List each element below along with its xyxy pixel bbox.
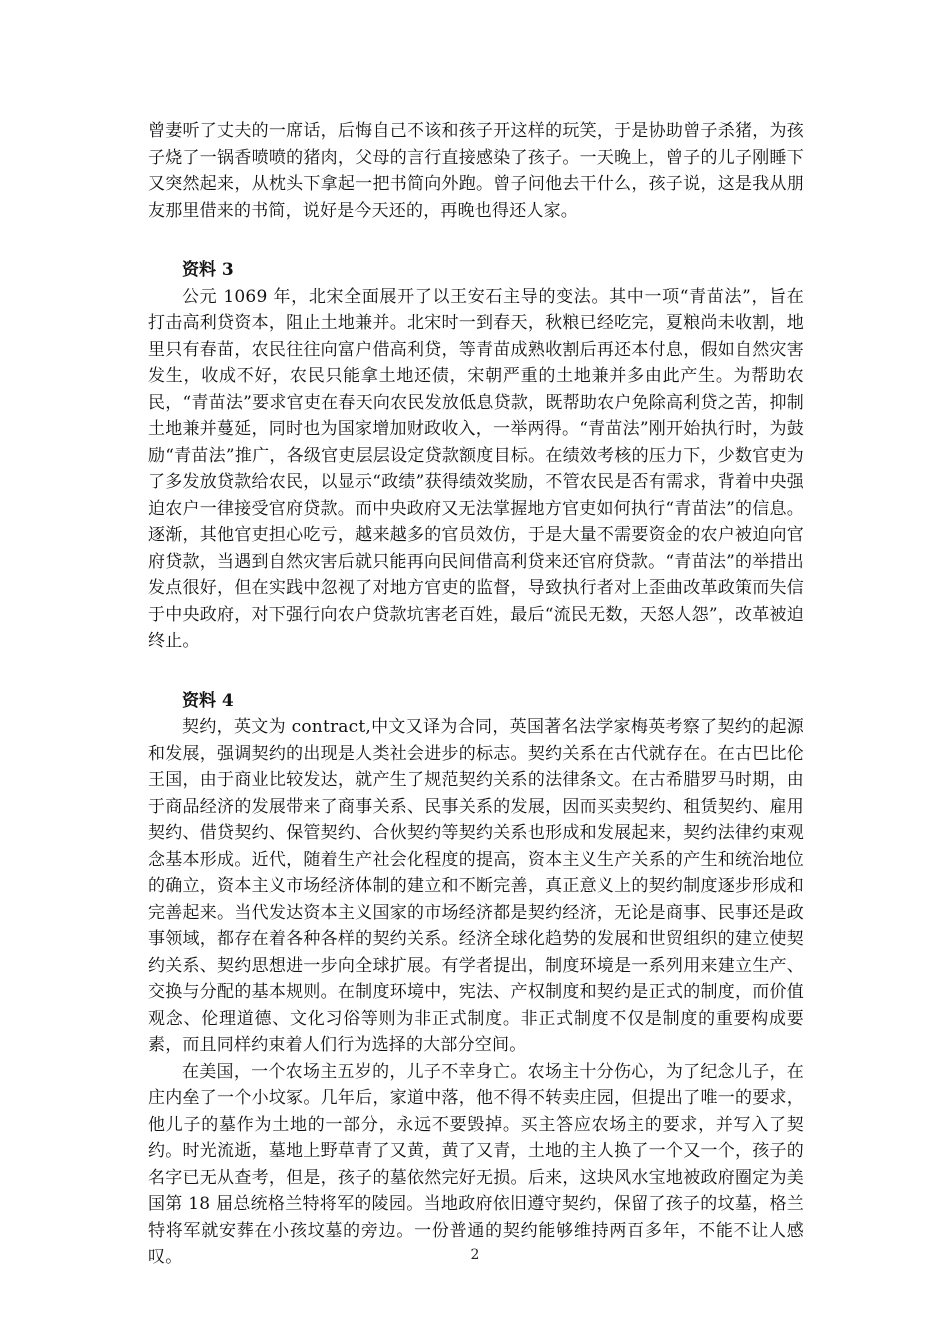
paragraph-zengzi-story: 曾妻听了丈夫的一席话，后悔自己不该和孩子开这样的玩笑，于是协助曾子杀猪，为孩子烧了一锅香喷喷的猪肉，父母的言行直接感染了孩子。一天晚上，曾子的儿子刚睡下又突然起来，从枕头下拿起一把书简向外跑。曾子问他去干什么，孩子说，这是我从朋友那里借来的书简，说好是今天还的，再晚也得还人家。 — [148, 121, 804, 221]
page-number: 2 — [470, 1247, 480, 1263]
document-body — [148, 118, 804, 1271]
paragraph-contract-history: 契约，英文为 contract,中文又译为合同，英国著名法学家梅英考察了契约的起源和发展，强调契约的出现是人类社会进步的标志。契约关系在古代就存在。在古巴比伦王国，由于商业比较发达，就产生了规范契约关系的法律条文。在古希腊罗马时期，由于商品经济的发展带来了商事关系、民事关系的发展，因而买卖契约、租赁契约、雇用契约、借贷契约、保管契约、合伙契约等契约关系也形成和发展起来，契约法律约束观念基本形成。近代，随着生产社会化程度的提高，资本主义生产关系的产生和统治地位的确立，资本主义市场经济体制的建立和不断完善，真正意义上的契约制度逐步形成和完善起来。当代发达资本主义国家的市场经济都是契约经济，无论是商事、民事还是政事领域，都存在着各种各样的契约关系。经济全球化趋势的发展和世贸组织的建立使契约关系、契约思想进一步向全球扩展。有学者提出，制度环境是一系列用来建立生产、交换与分配的基本规则。在制度环境中，宪法、产权制度和契约是正式的制度，而价值观念、伦理道德、文化习俗等则为非正式制度。非正式制度不仅是制度的重要构成要素，而且同样约束着人们行为选择的大部分空间。 — [148, 717, 804, 1055]
paragraph-farmer-contract-story: 在美国，一个农场主五岁的，儿子不幸身亡。农场主十分伤心，为了纪念儿子，在庄内垒了一个小坟冢。几年后，家道中落，他不得不转卖庄园，但提出了唯一的要求，他儿子的墓作为土地的一部分，永远不要毁掉。买主答应农场主的要求，并写入了契约。时光流逝，墓地上野草青了又黄，黄了又青，土地的主人换了一个又一个，孩子的名字已无从查考，但是，孩子的墓依然完好无损。后来，这块风水宝地被政府圈定为美国第 18 届总统格兰特将军的陵园。当地政府依旧遵守契约，保留了孩子的坟墓，格兰特将军就安葬在小孩坟墓的旁边。一份普通的契约能够维持两百多年，不能不让人感叹。 — [148, 1061, 804, 1267]
paragraph-qingmiao-law: 公元 1069 年，北宋全面展开了以王安石主导的变法。其中一项“青苗法”，旨在打击高利贷资本，阻止土地兼并。北宋时一到春天，秋粮已经吃完，夏粮尚未收割，地里只有春苗，农民往往向富户借高利贷，等青苗成熟收割后再还本付息，假如自然灾害发生，收成不好，农民只能拿土地还债，宋朝严重的土地兼并多由此产生。为帮助农民，“青苗法”要求官吏在春天向农民发放低息贷款，既帮助农户免除高利贷之苦，抑制土地兼并蔓延，同时也为国家增加财政收入，一举两得。“青苗法”刚开始执行时，为鼓励“青苗法”推广，各级官吏层层设定贷款额度目标。在绩效考核的压力下，少数官吏为了多发放贷款给农民，以显示“政绩”获得绩效奖励，不管农民是否有需求，背着中央强迫农户一律接受官府贷款。而中央政府又无法掌握地方官吏如何执行“青苗法”的信息。逐渐，其他官吏担心吃亏，越来越多的官员效仿，于是大量不需要资金的农户被迫向官府贷款，当遇到自然灾害后就只能再向民间借高利贷来还官府贷款。“青苗法”的举措出发点很好，但在实践中忽视了对地方官吏的监督，导致执行者对上歪曲改革政策而失信于中央政府，对下强行向农户贷款坑害老百姓，最后“流民无数，天怒人怨”，改革被迫终止。 — [148, 286, 804, 651]
section-heading-material-3: 资料 3 — [182, 260, 234, 280]
section-heading-material-4: 资料 4 — [182, 690, 234, 711]
